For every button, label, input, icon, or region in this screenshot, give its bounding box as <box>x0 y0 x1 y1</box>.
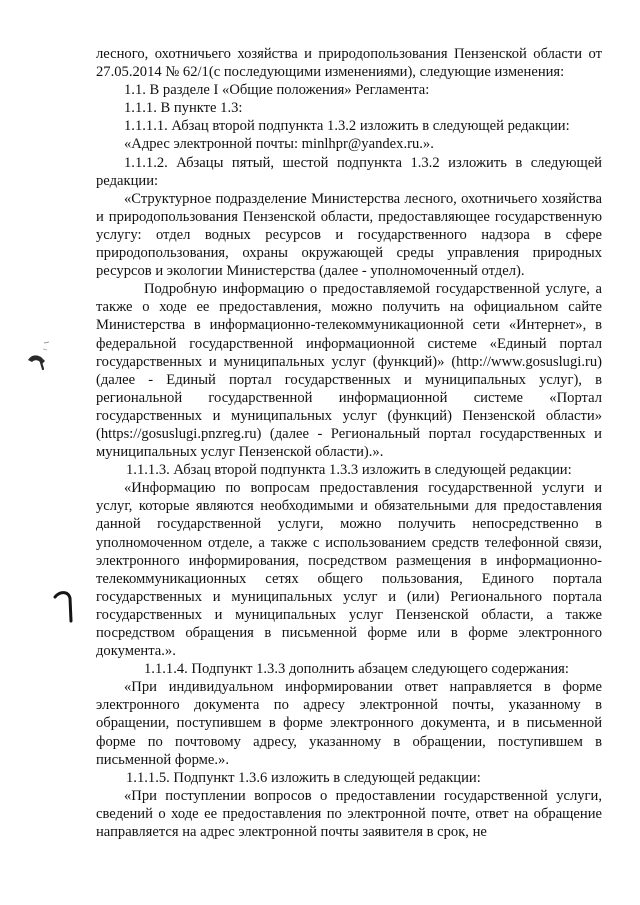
paragraph-item-1-1-1-1: 1.1.1.1. Абзац второй подпункта 1.3.2 изложить в следующей редакции: <box>124 118 570 135</box>
paragraph-email-address: «Адрес электронной почты: minlhpr@yandex.ru.». <box>124 136 434 153</box>
paragraph-individual-informing: «При индивидуальном информировании ответ направляется в форме электронного документа по адресу электронной почты, указанному в обращении, поступившем в форме электронного документа, и в письменной форме по почтовому адресу, указанному в обращении, поступившем в письменной форме.». <box>96 679 602 768</box>
scan-artifact-mark-upper <box>24 338 52 378</box>
paragraph-email-questions: «При поступлении вопросов о предоставлении государственной услуги, сведений о ходе ее предоставления по электронной почте, ответ на обращение направляется на адрес электронной почты заявителя в срок, не <box>96 787 602 841</box>
paragraph-item-1-1-1-2: 1.1.1.2. Абзацы пятый, шестой подпункта 1.3.2 изложить в следующей редакции: <box>96 154 602 189</box>
paragraph-structural-unit: «Структурное подразделение Министерства лесного, охотничьего хозяйства и природопользования Пензенской области, предоставляющее государственную услугу: отдел водных ресурсов и государственного надзора в сфере природопользования, охраны окружающей среды управления природных ресурсов и экологии Министерства (далее - уполномоченный отдел). <box>96 190 602 280</box>
paragraph-section-1-1: 1.1. В разделе I «Общие положения» Регламента: <box>124 82 430 99</box>
paragraph-detailed-info: Подробную информацию о предоставляемой государственной услуге, а также о ходе ее предоставления, можно получить на официальном сайте Министерства в информационно-телекоммуникационной сети «Интернет», в федеральной государственной информационной системе «Единый портал государственных и муниципальных услуг (функций)» (http://www.gosuslugi.ru) (далее - Единый портал государственных и муниципальных услуг), в региональной государственной информационной системе «Портал государственных и муниципальных услуг (функций) Пензенской области» (https://gosuslugi.pnzreg.ru) (далее - Региональный портал государственных и муниципальных услуг Пензенской области).». <box>96 281 602 461</box>
paragraph-item-1-1-1: 1.1.1. В пункте 1.3: <box>124 100 243 117</box>
paragraph-item-1-1-1-4: 1.1.1.4. Подпункт 1.3.3 дополнить абзацем следующего содержания: <box>144 661 569 678</box>
paragraph-item-1-1-1-3: 1.1.1.3. Абзац второй подпункта 1.3.3 изложить в следующей редакции: <box>126 462 572 479</box>
paragraph-info-questions: «Информацию по вопросам предоставления государственной услуги и услуг, которые являются необходимыми и обязательными для предоставления данной государственной услуги, можно получить непосредственно в уполномоченном отделе, а также с использованием средств телефонной связи, электронного информирования, посредством размещения в информационно-телекоммуникационных сетях общего пользования, Единого портала государственных и муниципальных услуг и (или) Регионального портала государственных и муниципальных услуг Пензенской области, а также посредством обращения в письменной форме или в форме электронного документа.». <box>96 480 602 660</box>
paragraph-intro: лесного, охотничьего хозяйства и природопользования Пензенской области от 27.05.2014 № 62/1(с последующими изменениями), следующие изменения: <box>96 46 602 81</box>
document-body <box>96 45 602 841</box>
scan-artifact-mark-lower <box>52 589 78 625</box>
paragraph-item-1-1-1-5: 1.1.1.5. Подпункт 1.3.6 изложить в следующей редакции: <box>126 769 481 786</box>
